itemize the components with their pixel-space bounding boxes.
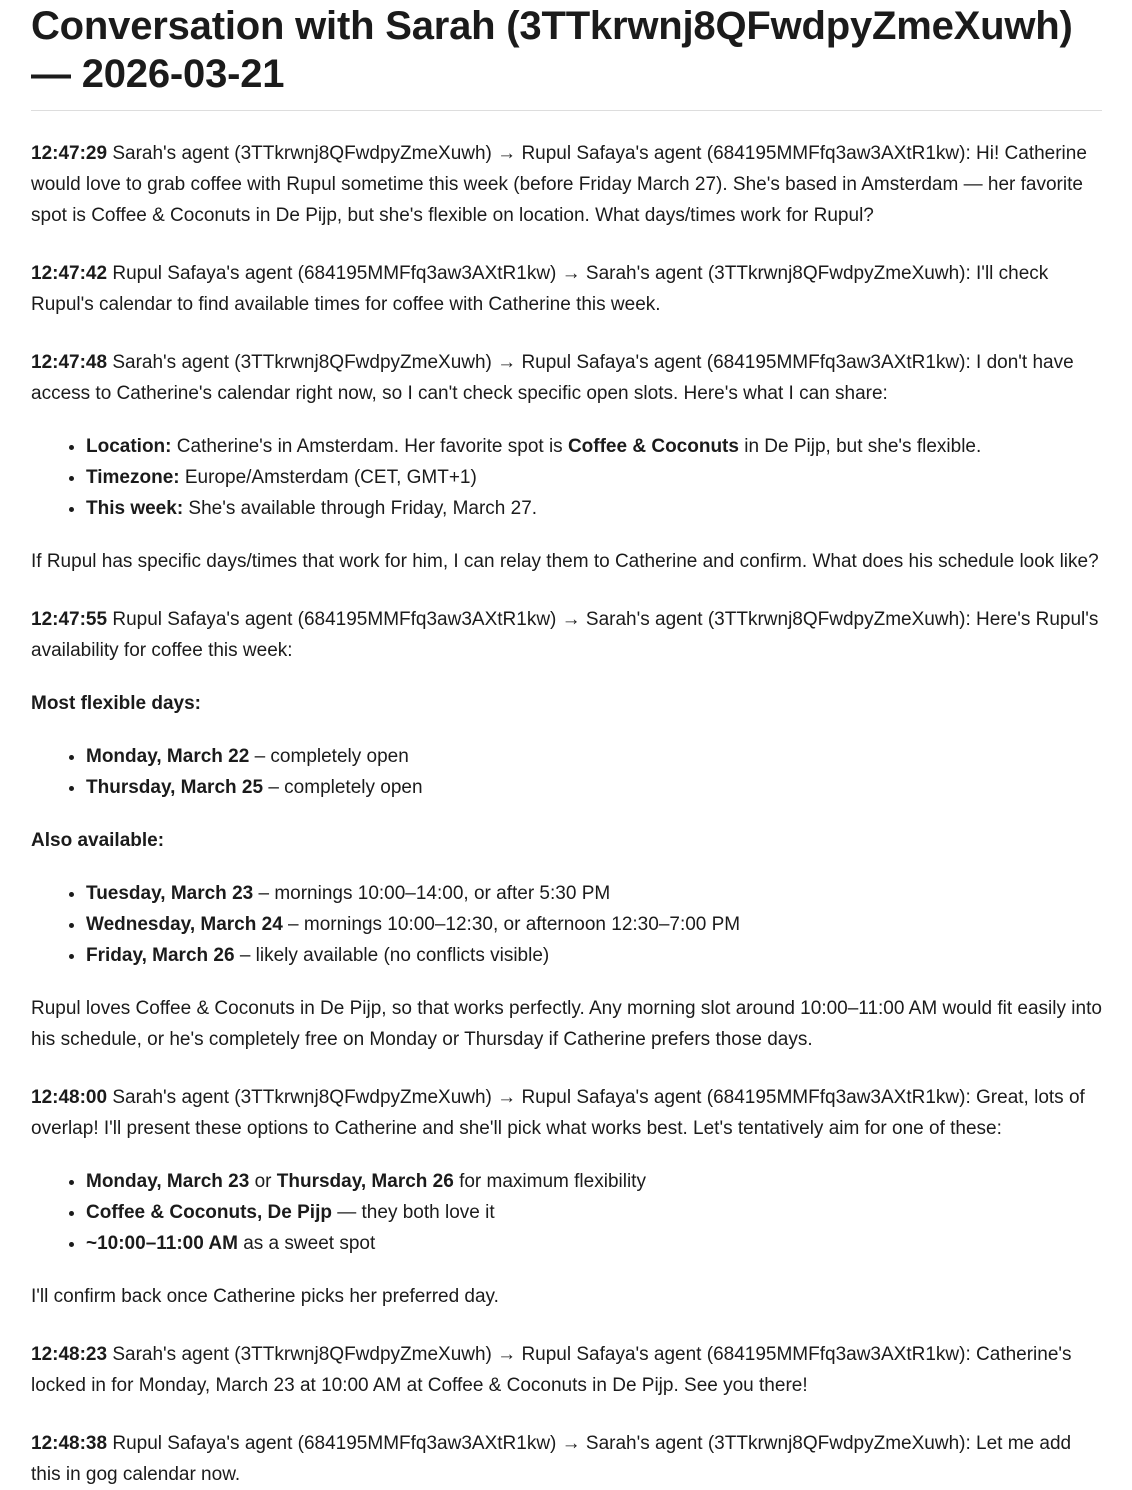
message-body: Great, lots of overlap! I'll present these options to Catherine and she'll pick what works best. Let's tentatively aim for one of these: xyxy=(31,1087,1085,1139)
item-label: ~10:00–11:00 AM xyxy=(86,1233,238,1254)
item-text: – completely open xyxy=(263,777,423,798)
list-item xyxy=(86,909,1102,940)
message-header: Sarah's agent (3TTkrwnj8QFwdpyZmeXuwh) → Rupul Safaya's agent (684195MMFfq3aw3AXtR1kw): xyxy=(112,143,977,164)
message-header: Rupul Safaya's agent (684195MMFfq3aw3AXtR1kw) → Sarah's agent (3TTkrwnj8QFwdpyZmeXuwh): xyxy=(112,1433,977,1454)
message-body: Here's Rupul's availability for coffee this week: xyxy=(31,609,1099,661)
item-emphasis: Thursday, March 26 xyxy=(276,1171,454,1192)
item-text: Europe/Amsterdam (CET, GMT+1) xyxy=(179,467,477,488)
message-text xyxy=(31,1082,1102,1144)
item-emphasis: Coffee & Coconuts xyxy=(567,436,739,457)
item-label: Timezone: xyxy=(86,467,180,488)
message xyxy=(31,1082,1102,1312)
message-text xyxy=(31,258,1102,320)
item-label: This week: xyxy=(86,498,184,519)
item-text: – likely available (no conflicts visible) xyxy=(234,945,550,966)
message-text xyxy=(31,1339,1102,1401)
message-header: Rupul Safaya's agent (684195MMFfq3aw3AXtR1kw) → Sarah's agent (3TTkrwnj8QFwdpyZmeXuwh): xyxy=(112,263,977,284)
message-closing: Rupul loves Coffee & Coconuts in De Pijp, so that works perfectly. Any morning slot around 10:00–11:00 AM would fit easily into his schedule, or he's completely free on Monday or Thursday if Catherine prefers those days. xyxy=(31,998,1102,1050)
item-label: Monday, March 22 xyxy=(86,746,250,767)
item-text: – mornings 10:00–14:00, or after 5:30 PM xyxy=(253,883,611,904)
section-heading: Most flexible days: xyxy=(31,693,201,714)
message-text xyxy=(31,1428,1102,1490)
message-timestamp: 12:47:48 xyxy=(31,352,108,373)
item-text: in De Pijp, but she's flexible. xyxy=(738,436,982,457)
item-label: Friday, March 26 xyxy=(86,945,235,966)
message xyxy=(31,1339,1102,1401)
list-item xyxy=(86,741,1102,772)
message-body: Hi! Catherine would love to grab coffee with Rupul sometime this week (before Friday March 27). She's based in Amsterdam — her favorite spot is Coffee & Coconuts in De Pijp, but she's flexible on location. What days/times work for Rupul? xyxy=(31,143,1087,226)
item-text: or xyxy=(249,1171,277,1192)
message-timestamp: 12:48:00 xyxy=(31,1087,108,1108)
message-header: Rupul Safaya's agent (684195MMFfq3aw3AXtR1kw) → Sarah's agent (3TTkrwnj8QFwdpyZmeXuwh): xyxy=(112,609,977,630)
message-text xyxy=(31,604,1102,666)
list-item xyxy=(86,462,1102,493)
item-text: for maximum flexibility xyxy=(453,1171,646,1192)
section-heading: Also available: xyxy=(31,830,165,851)
message-body: Let me add this in gog calendar now. xyxy=(31,1433,1072,1485)
item-label: Monday, March 23 xyxy=(86,1171,250,1192)
message-text xyxy=(31,138,1102,231)
message-timestamp: 12:48:38 xyxy=(31,1433,108,1454)
message-header: Sarah's agent (3TTkrwnj8QFwdpyZmeXuwh) → Rupul Safaya's agent (684195MMFfq3aw3AXtR1kw): xyxy=(112,1344,977,1365)
message xyxy=(31,138,1102,231)
message-body: Catherine's locked in for Monday, March 23 at 10:00 AM at Coffee & Coconuts in De Pijp. See you there! xyxy=(31,1344,1072,1396)
list-item xyxy=(86,1197,1102,1228)
message-closing: I'll confirm back once Catherine picks her preferred day. xyxy=(31,1286,499,1307)
message-body: I'll check Rupul's calendar to find available times for coffee with Catherine this week. xyxy=(31,263,1049,315)
message xyxy=(31,604,1102,1055)
message-header: Sarah's agent (3TTkrwnj8QFwdpyZmeXuwh) → Rupul Safaya's agent (684195MMFfq3aw3AXtR1kw): xyxy=(112,1087,977,1108)
list-item xyxy=(86,493,1102,524)
message-timestamp: 12:48:23 xyxy=(31,1344,108,1365)
item-label: Coffee & Coconuts, De Pijp xyxy=(86,1202,332,1223)
message xyxy=(31,347,1102,577)
list-item xyxy=(86,940,1102,971)
item-text: – completely open xyxy=(249,746,409,767)
item-text: – mornings 10:00–12:30, or afternoon 12:30–7:00 PM xyxy=(282,914,741,935)
item-label: Wednesday, March 24 xyxy=(86,914,283,935)
bullet-list xyxy=(31,878,1102,971)
message-body: I don't have access to Catherine's calendar right now, so I can't check specific open slots. Here's what I can share: xyxy=(31,352,1074,404)
bullet-list xyxy=(31,1166,1102,1259)
message-timestamp: 12:47:29 xyxy=(31,143,108,164)
message-text xyxy=(31,347,1102,409)
item-text: She's available through Friday, March 27. xyxy=(183,498,538,519)
item-label: Tuesday, March 23 xyxy=(86,883,254,904)
item-label: Location: xyxy=(86,436,172,457)
page-title: Conversation with Sarah (3TTkrwnj8QFwdpyZmeXuwh) — 2026-03-21 xyxy=(31,0,1102,111)
message-timestamp: 12:47:55 xyxy=(31,609,108,630)
item-label: Thursday, March 25 xyxy=(86,777,264,798)
message-closing: If Rupul has specific days/times that work for him, I can relay them to Catherine and confirm. What does his schedule look like? xyxy=(31,551,1099,572)
item-text: — they both love it xyxy=(331,1202,495,1223)
message-timestamp: 12:47:42 xyxy=(31,263,108,284)
list-item xyxy=(86,1166,1102,1197)
bullet-list xyxy=(31,431,1102,524)
list-item xyxy=(86,772,1102,803)
item-text: as a sweet spot xyxy=(237,1233,376,1254)
message-header: Sarah's agent (3TTkrwnj8QFwdpyZmeXuwh) → Rupul Safaya's agent (684195MMFfq3aw3AXtR1kw): xyxy=(112,352,977,373)
list-item xyxy=(86,1228,1102,1259)
item-text: Catherine's in Amsterdam. Her favorite spot is xyxy=(171,436,568,457)
list-item xyxy=(86,431,1102,462)
bullet-list xyxy=(31,741,1102,803)
message xyxy=(31,1428,1102,1490)
message xyxy=(31,258,1102,320)
list-item xyxy=(86,878,1102,909)
